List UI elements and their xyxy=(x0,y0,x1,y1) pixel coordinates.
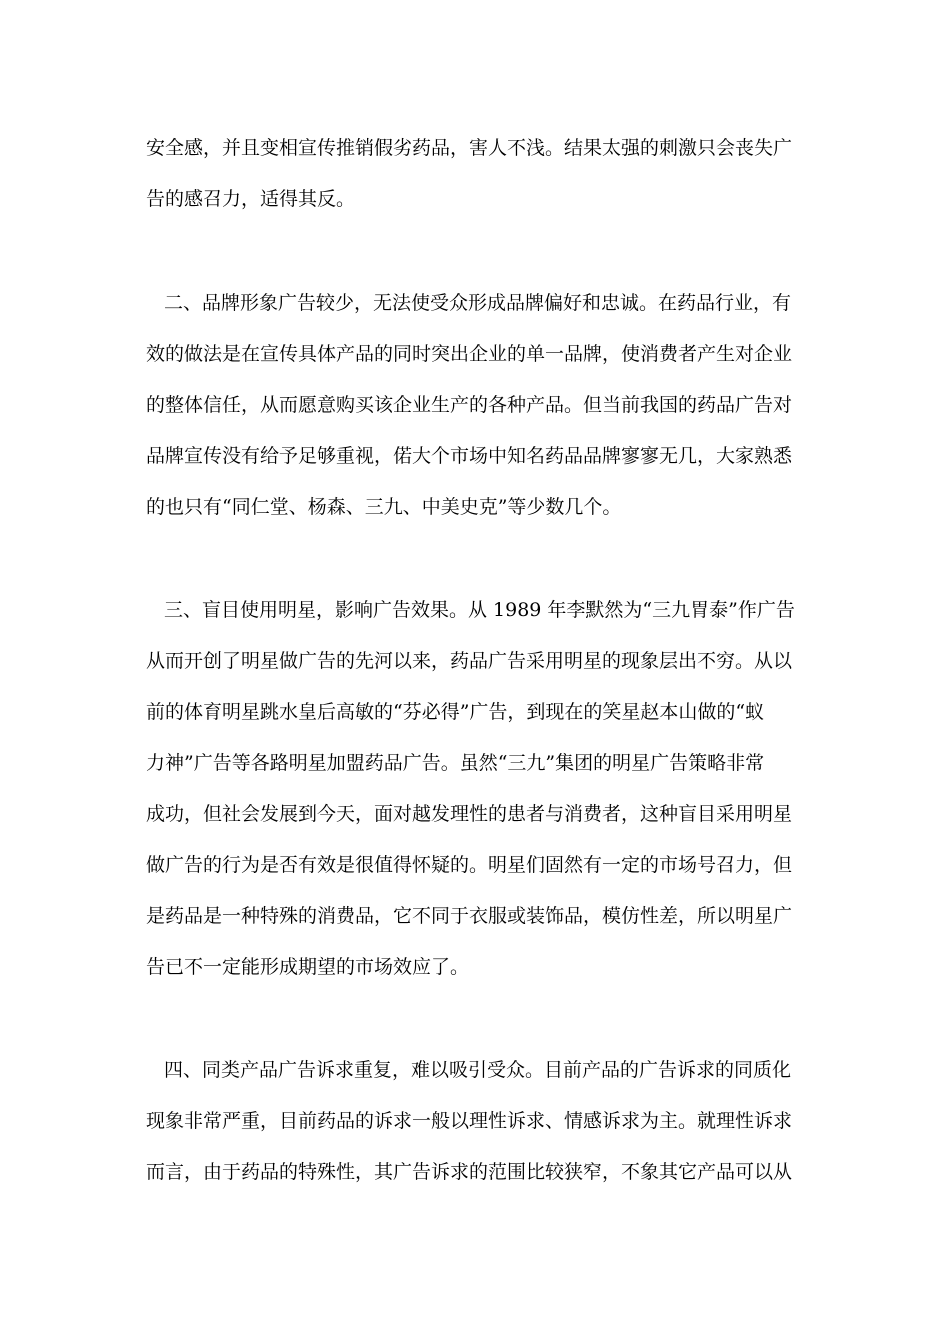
paragraph-2-line-3: 的整体信任，从而愿意购买该企业生产的各种产品。但当前我国的药品广告对 xyxy=(146,394,793,416)
paragraph-2-line-4: 品牌宣传没有给予足够重视，偌大个市场中知名药品品牌寥寥无几，大家熟悉 xyxy=(146,445,793,467)
paragraph-1-line-2: 告的感召力，适得其反。 xyxy=(146,188,356,210)
paragraph-3-line-6: 做广告的行为是否有效是很值得怀疑的。明星们固然有一定的市场号召力，但 xyxy=(146,854,793,876)
paragraph-3-line-5: 成功，但社会发展到今天，面对越发理性的患者与消费者，这种盲目采用明星 xyxy=(146,803,793,825)
paragraph-3-line-1: 三、盲目使用明星，影响广告效果。从 1989 年李默然为“三九胃泰”作广告 xyxy=(164,599,795,621)
paragraph-4-line-3: 而言，由于药品的特殊性，其广告诉求的范围比较狭窄，不象其它产品可以从 xyxy=(146,1161,793,1183)
paragraph-1-line-1: 安全感，并且变相宣传推销假劣药品，害人不浅。结果太强的刺激只会丧失广 xyxy=(146,137,793,159)
paragraph-3-line-4: 力神”广告等各路明星加盟药品广告。虽然“三九”集团的明星广告策略非常 xyxy=(146,752,765,774)
paragraph-3-line-7: 是药品是一种特殊的消费品，它不同于衣服或装饰品，模仿性差，所以明星广 xyxy=(146,905,793,927)
paragraph-2-line-2: 效的做法是在宣传具体产品的同时突出企业的单一品牌，使消费者产生对企业 xyxy=(146,343,793,365)
paragraph-2-line-5: 的也只有“同仁堂、杨森、三九、中美史克”等少数几个。 xyxy=(146,496,622,518)
paragraph-4-line-2: 现象非常严重，目前药品的诉求一般以理性诉求、情感诉求为主。就理性诉求 xyxy=(146,1110,793,1132)
paragraph-3-line-8: 告已不一定能形成期望的市场效应了。 xyxy=(146,956,470,978)
paragraph-2-line-1: 二、品牌形象广告较少，无法使受众形成品牌偏好和忠诚。在药品行业，有 xyxy=(164,292,792,314)
paragraph-4-line-1: 四、同类产品广告诉求重复，难以吸引受众。目前产品的广告诉求的同质化 xyxy=(164,1059,792,1081)
paragraph-3-line-2: 从而开创了明星做广告的先河以来，药品广告采用明星的现象层出不穷。从以 xyxy=(146,650,793,672)
paragraph-3-line-3: 前的体育明星跳水皇后高敏的“芬必得”广告，到现在的笑星赵本山做的“蚁 xyxy=(146,701,765,723)
